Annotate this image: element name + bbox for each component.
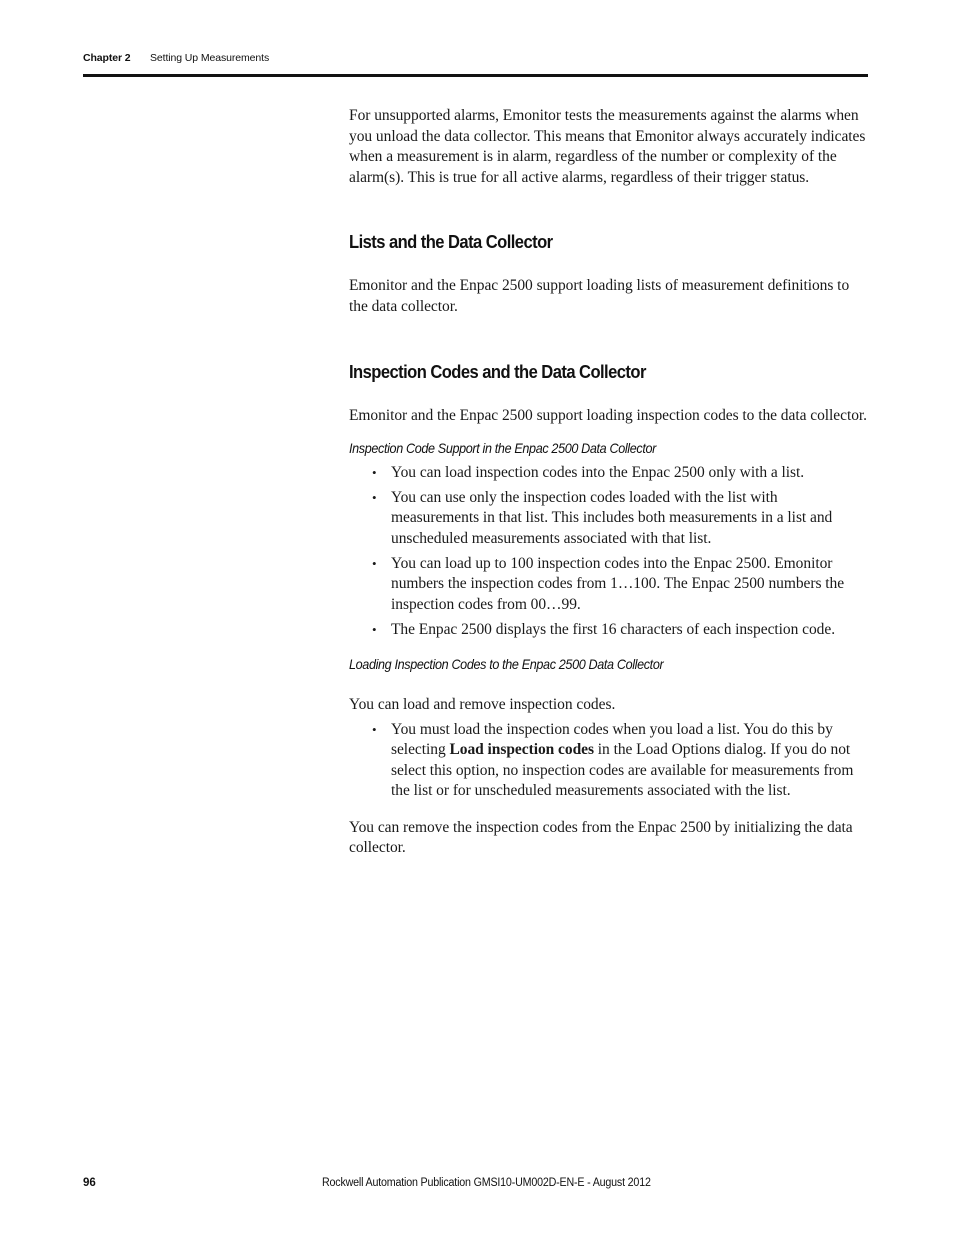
list-item-text-end: in the Load Options dialog. If you do not select this option, no inspection codes are available for measurements from the list or for unscheduled measurements associated with the list. <box>391 741 854 799</box>
list-item <box>349 554 869 616</box>
support-subheading: Inspection Code Support in the Enpac 2500 Data Collector <box>349 439 656 456</box>
closing-paragraph: You can remove the inspection codes from the Enpac 2500 by initializing the data collector. <box>349 818 853 856</box>
header-rule <box>83 74 868 77</box>
bullet-icon: • <box>372 721 377 737</box>
list-item <box>349 488 869 550</box>
inspection-heading: Inspection Codes and the Data Collector <box>349 362 646 382</box>
lists-heading: Lists and the Data Collector <box>349 232 553 252</box>
bullet-icon: • <box>372 555 377 571</box>
list-item-text-start: You must load the inspection codes when you load a list. You do this by selecting <box>391 720 833 758</box>
intro-paragraph: For unsupported alarms, Emonitor tests the measurements against the alarms when you unload the data collector. This means that Emonitor always accurately indicates when a measurement is in alarm, regardless of the number or complexity of the alarm(s). This is true for all active alarms, regardless of their trigger status. <box>349 107 866 186</box>
load-inspection-codes-option-label: Load inspection codes <box>449 741 594 758</box>
list-item-text: The Enpac 2500 displays the first 16 characters of each inspection code. <box>391 620 836 638</box>
loading-intro: You can load and remove inspection codes. <box>349 696 616 713</box>
bullet-icon: • <box>372 621 377 637</box>
list-item-text: You can load inspection codes into the Enpac 2500 only with a list. <box>391 463 805 481</box>
inspection-paragraph: Emonitor and the Enpac 2500 support loading inspection codes to the data collector. <box>349 407 867 424</box>
chapter-title: Setting Up Measurements <box>150 52 270 64</box>
page-number: 96 <box>83 1177 96 1189</box>
list-item <box>349 620 869 641</box>
main-content <box>349 106 869 859</box>
bullet-icon: • <box>372 489 377 505</box>
list-item <box>349 463 869 484</box>
list-item-text: You can load up to 100 inspection codes into the Enpac 2500. Emonitor numbers the inspection codes from 1…100. The Enpac 2500 numbers the inspection codes from 00…99. <box>391 554 845 613</box>
loading-bullet-list <box>349 720 869 802</box>
list-item-text: You can use only the inspection codes loaded with the list with measurements in that list. This includes both measurements in a list and unscheduled measurements associated with that list. <box>391 488 833 547</box>
lists-paragraph: Emonitor and the Enpac 2500 support loading lists of measurement definitions to the data collector. <box>349 277 850 315</box>
running-header <box>83 52 868 64</box>
chapter-label: Chapter 2 <box>83 52 131 64</box>
list-item <box>349 720 869 802</box>
publication-info: Rockwell Automation Publication GMSI10-UM002D-EN-E - August 2012 <box>322 1177 651 1189</box>
support-bullet-list <box>349 463 869 641</box>
bullet-icon: • <box>372 464 377 480</box>
loading-subheading: Loading Inspection Codes to the Enpac 2500 Data Collector <box>349 656 664 672</box>
